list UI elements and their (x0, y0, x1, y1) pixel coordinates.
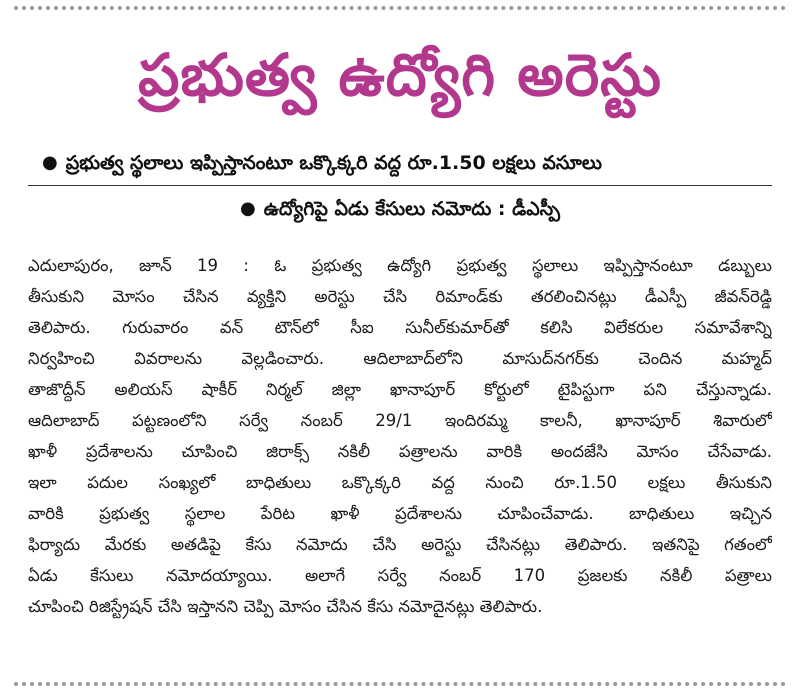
article-body (28, 250, 772, 622)
body-line: ఏడు కేసులు నమోదయ్యాయి. అలాగే సర్వే నంబర్ 170 ప్రజలకు నకిలీ పత్రాలు (28, 566, 772, 585)
top-dotted-border (14, 6, 786, 10)
body-line: వారికి ప్రభుత్వ స్థలాల పేరిట ఖాళీ ప్రదేశాలను చూపించేవాడు. బాధితులు ఇచ్చిన (28, 504, 772, 523)
subheading-2 (28, 196, 772, 222)
body-line: ఇలా పదుల సంఖ్యలో బాధితులు ఒక్కొక్కరి వద్ద నుంచి రూ.1.50 లక్షలు తీసుకుని (28, 473, 772, 492)
body-line: తెలిపారు. గురువారం వన్ టౌన్‌లో సీఐ సునీల్‌కుమార్‌తో కలిసి విలేకరుల సమావేశాన్ని (28, 318, 772, 337)
body-line: ఫిర్యాదు మేరకు అతడిపై కేసు నమోదు చేసి అరెస్టు చేసినట్లు తెలిపారు. ఇతనిపై గతంలో (28, 535, 772, 554)
body-line: తాజొద్దీన్ అలియస్ షాకీర్ నిర్మల్ జిల్లా ఖానాపూర్ కోర్టులో టైపిస్టుగా పని చేస్తున్నాడు. (28, 380, 772, 399)
headline: ప్రభుత్వ ఉద్యోగి అరెస్టు (138, 41, 662, 109)
body-line: ఖాళీ ప్రదేశాలను చూపించి జిరాక్స్ నకిలీ పత్రాలను వారికి అందజేసి మోసం చేసేవాడు. (28, 442, 772, 461)
subheading-1 (28, 150, 772, 176)
subheading-1-text: ప్రభుత్వ స్థలాలు ఇప్పిస్తానంటూ ఒక్కొక్కరి వద్ద రూ.1.50 లక్షలు వసూలు (65, 152, 602, 174)
body-line: తీసుకుని మోసం చేసిన వ్యక్తిని అరెస్టు చేసి రిమాండ్‌కు తరలించినట్లు డీఎస్పీ జీవన్‌రెడ్డి (28, 287, 772, 306)
body-line: చూపించి రిజిస్ట్రేషన్ చేసి ఇస్తానని చెప్పి మోసం చేసిన కేసు నమోదైనట్లు తెలిపారు. (28, 597, 543, 616)
bullet-icon: ● (240, 198, 256, 219)
body-line: ఎదులాపురం, జూన్ 19 : ఓ ప్రభుత్వ ఉద్యోగి ప్రభుత్వ స్థలాలు ఇప్పిస్తానంటూ డబ్బులు (28, 256, 772, 275)
bullet-icon: ● (42, 152, 58, 173)
body-line: నిర్వహించి వివరాలను వెల్లడించారు. ఆదిలాబాద్‌లోని మాసుద్‌నగర్‌కు చెందిన మహ్మద్ (28, 349, 772, 368)
subheading-divider (28, 185, 772, 186)
subheading-2-text: ఉద్యోగిపై ఏడు కేసులు నమోదు : డీఎస్పీ (263, 198, 560, 220)
bottom-dotted-border (14, 682, 786, 686)
body-line: ఆదిలాబాద్ పట్టణంలోని సర్వే నంబర్ 29/1 ఇందిరమ్మ కాలనీ, ఖానాపూర్ శివారులో (28, 411, 772, 430)
